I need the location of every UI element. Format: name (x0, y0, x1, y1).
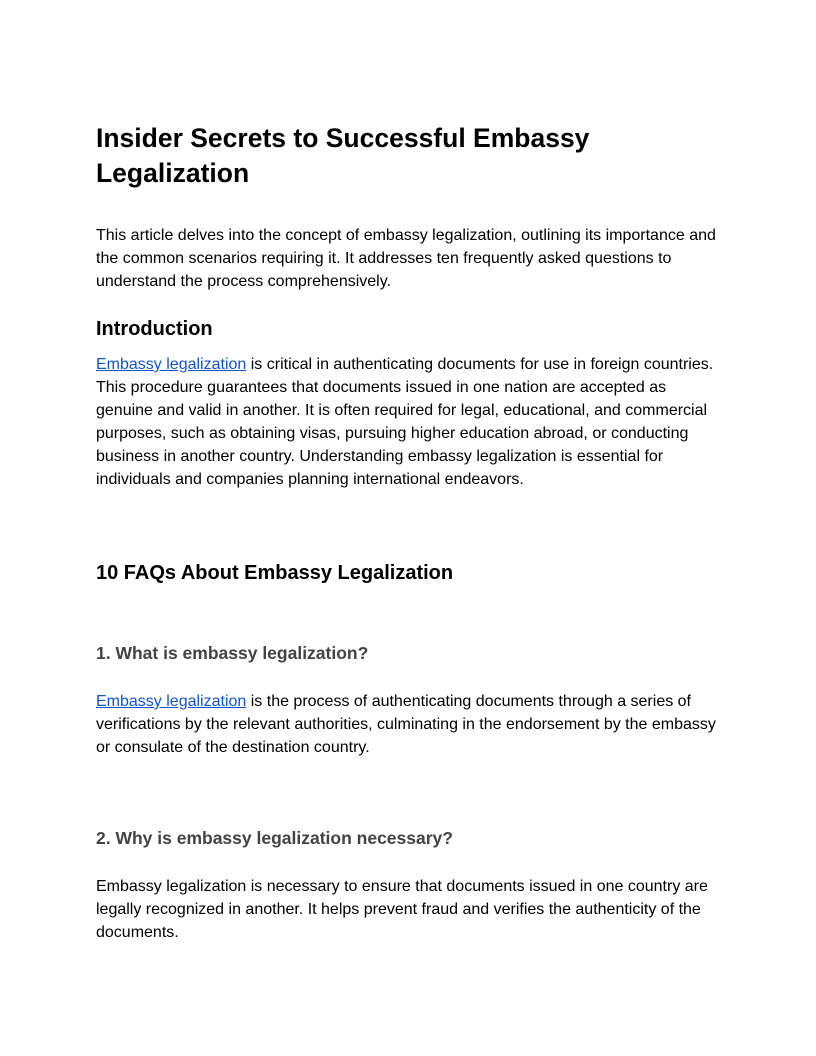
faq-answer-1-text: is the process of authenticating documents through a series of verifications by the relevant authorities, culminating in the endorsement by the embassy or consulate of the destination country. (96, 693, 716, 756)
summary-paragraph: This article delves into the concept of embassy legalization, outlining its importance and the common scenarios requiring it. It addresses ten frequently asked questions to understand the process comprehensively. (96, 227, 716, 290)
faq-1-embassy-legalization-link[interactable]: Embassy legalization (96, 693, 247, 710)
introduction-heading: Introduction (96, 318, 213, 340)
faq-question-2: 2. Why is embassy legalization necessary? (96, 828, 453, 848)
faq-question-1: 1. What is embassy legalization? (96, 643, 369, 663)
introduction-paragraph (96, 353, 718, 491)
document-title: Insider Secrets to Successful Embassy Legalization (96, 123, 590, 188)
faq-answer-2: Embassy legalization is necessary to ensure that documents issued in one country are legally recognized in another. It helps prevent fraud and verifies the authenticity of the documents. (96, 878, 708, 941)
faqs-heading: 10 FAQs About Embassy Legalization (96, 562, 454, 584)
introduction-body-text: is critical in authenticating documents for use in foreign countries. This procedure guarantees that documents issued in one nation are accepted as genuine and valid in another. It is often required for legal, educational, and commercial purposes, such as obtaining visas, pursuing higher education abroad, or conducting business in another country. Understanding embassy legalization is essential for individuals and companies planning international endeavors. (96, 356, 714, 488)
embassy-legalization-link[interactable]: Embassy legalization (96, 356, 247, 373)
faq-answer-1 (96, 690, 718, 759)
